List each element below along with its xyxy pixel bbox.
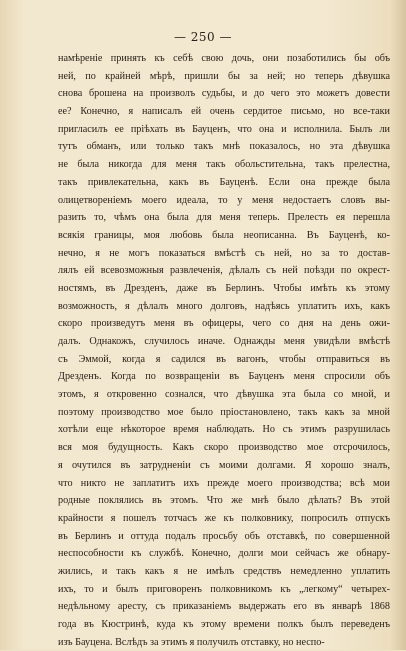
text-line: изъ Бауцена. Вслѣдъ за этимъ я получилъ отставку, но неспо- — [58, 636, 325, 648]
page-edge-shadow — [390, 0, 406, 650]
text-line: лялъ ей всевозможныя развлеченія, дѣлалъ съ ней поѣзди по окрест- — [58, 265, 390, 277]
text-line: съ Эммой, когда я садился въ вагонъ, чтобы отправиться въ — [58, 353, 390, 365]
text-line: жились, и такъ какъ я не имѣлъ средствъ немедленно уплатить — [58, 565, 390, 577]
text-line: въ Берлинъ и оттуда подалъ просьбу объ отставкѣ, по совершенной — [58, 530, 390, 542]
text-line: тутъ обманъ, или только такъ мнѣ показалось, но эта дѣвушка — [58, 141, 390, 153]
text-line: ее? Конечно, я написалъ ей очень сердитое письмо, но все-таки — [58, 106, 390, 118]
text-line: года въ Кюстринѣ, куда къ этому времени полкъ былъ переведенъ — [58, 619, 390, 630]
text-line: нечно, я не могъ показаться вмѣстѣ съ ней, но за то достав- — [58, 247, 390, 259]
text-line: далъ. Однакожъ, случилось иначе. Однажды меня увидѣли вмѣстѣ — [58, 336, 390, 347]
text-line: пригласилъ ее пріѣхать въ Бауценъ, что она и исполнила. Былъ ли — [58, 123, 390, 135]
text-line: крайности я пошелъ тотчасъ же къ полковнику, попросилъ отпускъ — [58, 512, 390, 524]
text-line: намѣреніе принять къ себѣ свою дочь, они позаботились бы объ — [58, 53, 390, 64]
text-line: поэтому производство мое было пріостановлено, такъ какъ за мной — [58, 406, 390, 418]
page-number: — 250 — — [173, 30, 233, 44]
text-line: Дрезденъ. Когда по возвращеніи въ Бауценъ меня спросили объ — [58, 371, 390, 383]
body-text — [58, 50, 390, 651]
text-line: ностямъ, въ Дрезденъ, даже въ Берлинъ. Чтобы имѣть къ этому — [58, 282, 390, 294]
text-line: ней, по крайней мѣрѣ, пришли бы за ней; но теперь дѣвушка — [58, 70, 390, 82]
text-line: что никто не заплатитъ ихъ прежде моего производства; всѣ мои — [58, 477, 390, 489]
text-line: хотѣли еще нѣкоторое время наблюдать. Но съ этимъ разрушилась — [58, 424, 390, 436]
text-line: неспособности къ службѣ. Конечно, долги мои сейчасъ же обнару- — [58, 548, 390, 560]
text-line: скоро произведутъ меня въ офицеры, чего со дня на день ожи- — [58, 318, 390, 330]
text-line: я очутился въ затрудненіи съ моими долгами. Я хорошо зналъ, — [58, 459, 390, 471]
text-line: недѣльному аресту, съ приказаніемъ выдержать его въ январѣ 1868 — [58, 601, 390, 613]
text-line: снова брошена на произволъ судьбы, и до чего это можетъ довести — [58, 88, 390, 100]
text-line: вся моя будущность. Какъ скоро производство мое отсрочилось, — [58, 442, 390, 454]
text-line: всякія границы, моя любовь была неописанна. Въ Бауценѣ, ко- — [58, 229, 390, 241]
text-line: возможность, я дѣлалъ много долговъ, надѣясь уплатить ихъ, какъ — [58, 300, 390, 312]
text-line: не была никогда для меня такъ обольстительна, такъ прелестна, — [58, 159, 390, 171]
text-line: разить то, чѣмъ она была для меня теперь. Прелесть ея перешла — [58, 212, 390, 224]
text-line: такъ привлекательна, какъ въ Бауценѣ. Если она прежде была — [58, 176, 390, 188]
text-line: ихъ, то и былъ приговоренъ полковникомъ къ „легкому“ четырех- — [58, 583, 390, 595]
text-line: олицетвореніемъ моего идеала, то у меня недостаетъ словъ вы- — [58, 194, 390, 206]
text-line: родные поклялись въ этомъ. Что же мнѣ было дѣлать? Въ этой — [58, 495, 390, 507]
text-line: этомъ, я откровенно сознался, что дѣвушка эта была со мной, и — [58, 389, 390, 401]
